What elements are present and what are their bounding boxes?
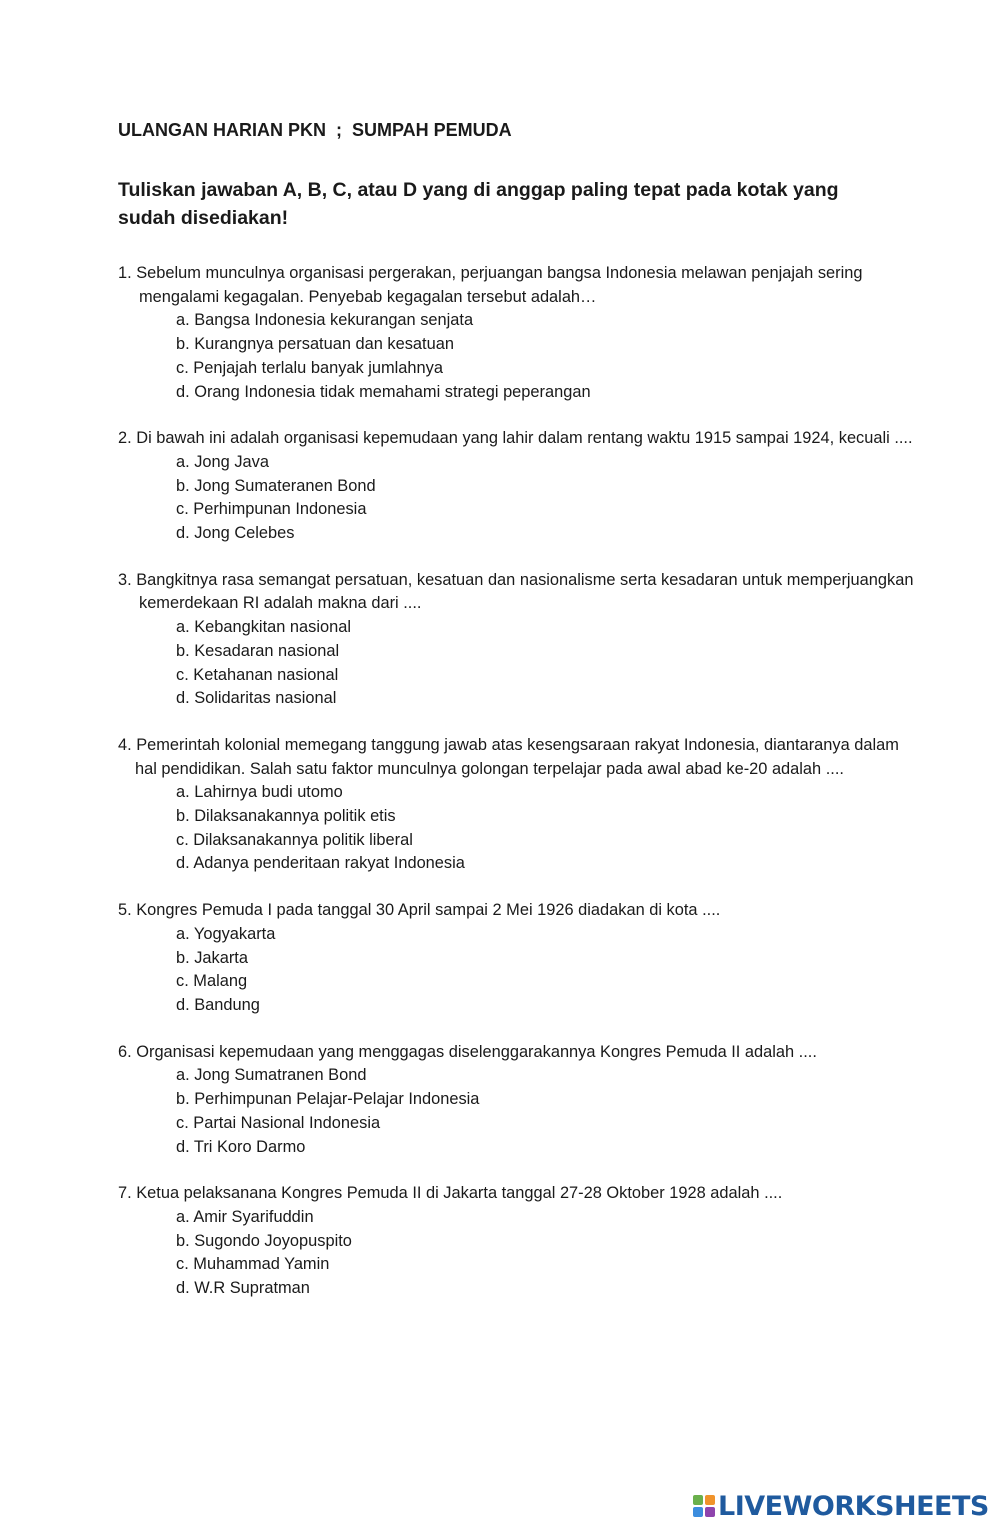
option-item: d. Solidaritas nasional: [176, 689, 337, 708]
option-item: c. Partai Nasional Indonesia: [176, 1113, 381, 1132]
question-text: Ketua pelaksanana Kongres Pemuda II di Jakarta tanggal 27-28 Oktober 1928 adalah ....: [136, 1184, 783, 1203]
option-item: d. Tri Koro Darmo: [176, 1137, 306, 1156]
logo-text: LIVEWORKSHEETS: [718, 1490, 989, 1522]
worksheet-page: [118, 116, 918, 1324]
logo-mark-square: [693, 1507, 703, 1517]
question-text: Kongres Pemuda I pada tanggal 30 April sampai 2 Mei 1926 diadakan di kota ....: [136, 901, 721, 920]
option-item: d. W.R Supratman: [176, 1279, 310, 1298]
option-item: a. Yogyakarta: [176, 924, 276, 943]
option-item: d. Adanya penderitaan rakyat Indonesia: [176, 854, 465, 873]
question-number: 1.: [118, 264, 132, 282]
question-number: 3.: [118, 570, 132, 589]
question-item: [118, 1182, 918, 1301]
option-item: a. Kebangkitan nasional: [176, 618, 351, 637]
question-text: Pemerintah kolonial memegang tanggung jawab atas kesengsaraan rakyat Indonesia, diantaranya dalam hal pendidikan. Salah satu faktor munculnya golongan terpelajar pada awal abad ke-20 adalah ....: [135, 735, 899, 778]
option-item: c. Perhimpunan Indonesia: [176, 500, 367, 519]
question-text: Di bawah ini adalah organisasi kepemudaan yang lahir dalam rentang waktu 1915 sampai 1924, kecuali ....: [136, 429, 913, 448]
option-item: b. Jakarta: [176, 948, 248, 967]
question-item: [118, 1041, 918, 1160]
option-item: b. Dilaksanakannya politik etis: [176, 807, 396, 826]
option-list: [118, 1064, 918, 1159]
page-title: ULANGAN HARIAN PKN ; SUMPAH PEMUDA: [118, 120, 512, 140]
option-list: [118, 309, 918, 404]
option-list: [118, 923, 918, 1018]
liveworksheets-logo-icon: [693, 1495, 715, 1517]
option-item: b. Kurangnya persatuan dan kesatuan: [176, 335, 454, 354]
logo-mark-square: [705, 1495, 715, 1505]
option-item: c. Muhammad Yamin: [176, 1255, 330, 1274]
option-item: a. Bangsa Indonesia kekurangan senjata: [176, 311, 474, 330]
instruction-text: Tuliskan jawaban A, B, C, atau D yang di anggap paling tepat pada kotak yang sudah disediakan!: [118, 179, 839, 229]
option-list: [118, 451, 918, 546]
question-text: Organisasi kepemudaan yang menggagas diselenggarakannya Kongres Pemuda II adalah ....: [136, 1042, 817, 1061]
option-item: a. Lahirnya budi utomo: [176, 783, 343, 802]
question-item: [118, 734, 918, 876]
logo-mark-square: [693, 1495, 703, 1505]
option-item: a. Jong Java: [176, 452, 269, 471]
option-item: a. Amir Syarifuddin: [176, 1207, 314, 1226]
question-number: 4.: [118, 735, 132, 754]
question-item: [118, 262, 918, 404]
question-number: 2.: [118, 429, 132, 448]
option-item: c. Dilaksanakannya politik liberal: [176, 830, 413, 849]
option-item: c. Penjajah terlalu banyak jumlahnya: [176, 358, 443, 377]
question-text: Sebelum munculnya organisasi pergerakan, perjuangan bangsa Indonesia melawan penjajah sering mengalami kegagalan. Penyebab kegagalan tersebut adalah…: [136, 264, 863, 306]
option-item: b. Jong Sumateranen Bond: [176, 476, 376, 495]
option-item: c. Malang: [176, 972, 248, 991]
option-item: b. Perhimpunan Pelajar-Pelajar Indonesia: [176, 1090, 480, 1109]
question-item: [118, 899, 918, 1018]
option-item: c. Ketahanan nasional: [176, 665, 339, 684]
question-number: 6.: [118, 1042, 132, 1061]
option-item: d. Bandung: [176, 995, 260, 1014]
option-item: b. Sugondo Joyopuspito: [176, 1231, 352, 1250]
option-list: [118, 1206, 918, 1301]
question-number: 5.: [118, 901, 132, 920]
option-item: a. Jong Sumatranen Bond: [176, 1066, 367, 1085]
option-list: [118, 781, 918, 876]
option-list: [118, 616, 918, 711]
question-text: Bangkitnya rasa semangat persatuan, kesatuan dan nasionalisme serta kesadaran untuk memperjuangkan kemerdekaan RI adalah makna dari ....: [136, 570, 914, 613]
option-item: d. Orang Indonesia tidak memahami strategi peperangan: [176, 382, 591, 401]
question-item: [118, 427, 918, 546]
logo-mark-square: [705, 1507, 715, 1517]
question-list: [118, 262, 918, 1301]
question-number: 7.: [118, 1184, 132, 1203]
liveworksheets-logo: [693, 1490, 989, 1522]
option-item: d. Jong Celebes: [176, 524, 295, 543]
question-item: [118, 569, 918, 711]
option-item: b. Kesadaran nasional: [176, 641, 340, 660]
